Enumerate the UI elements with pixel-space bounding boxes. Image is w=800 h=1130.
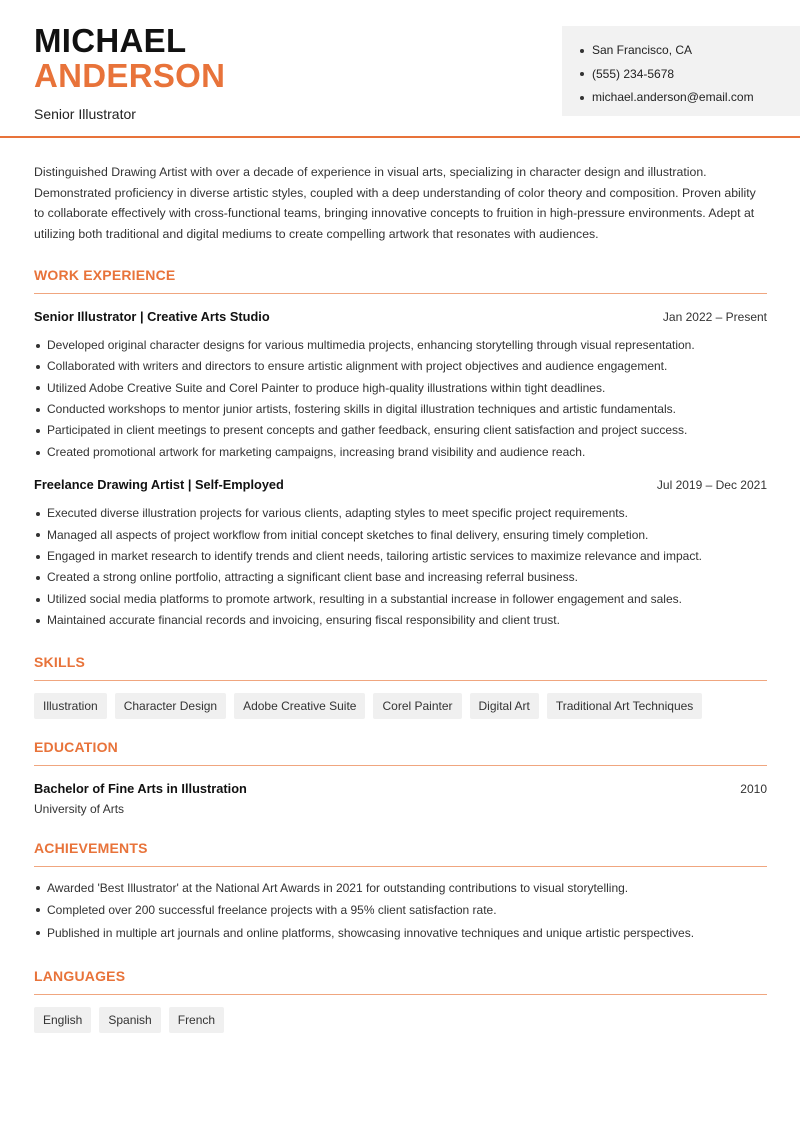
list-item-text: Utilized social media platforms to promote artwork, resulting in a substantial increase in follower engagement and sales. bbox=[47, 591, 682, 606]
job-bullets bbox=[34, 335, 767, 463]
job-header bbox=[34, 309, 767, 324]
education-section bbox=[34, 739, 767, 816]
bullet-icon bbox=[36, 619, 40, 623]
job-entry bbox=[34, 477, 767, 631]
resume-content bbox=[34, 162, 767, 1033]
achievements-list bbox=[34, 877, 767, 945]
list-item bbox=[34, 335, 767, 356]
list-item-text: Published in multiple art journals and online platforms, showcasing innovative techniques and unique artistic perspectives. bbox=[47, 925, 695, 940]
list-item-text: Managed all aspects of project workflow from initial concept sketches to final delivery, ensuring timely completion. bbox=[47, 527, 649, 542]
job-role: Senior Illustrator | Creative Arts Studio bbox=[34, 308, 270, 324]
skill-chip: Adobe Creative Suite bbox=[234, 693, 365, 719]
list-item bbox=[34, 442, 767, 463]
bullet-icon bbox=[36, 451, 40, 455]
bullet-icon bbox=[580, 49, 584, 53]
skills-section bbox=[34, 654, 767, 719]
languages-list bbox=[34, 1007, 767, 1033]
list-item-text: Created promotional artwork for marketing campaigns, increasing brand visibility and audience reach. bbox=[47, 444, 586, 459]
contact-phone-text: (555) 234-5678 bbox=[592, 66, 675, 81]
bullet-icon bbox=[36, 344, 40, 348]
list-item-text: Conducted workshops to mentor junior artists, fostering skills in digital illustration techniques and artistic fundamentals. bbox=[47, 402, 676, 417]
list-item bbox=[34, 610, 767, 631]
list-item bbox=[34, 877, 767, 900]
summary: Distinguished Drawing Artist with over a decade of experience in visual arts, specializing in character design and illustration. Demonstrated proficiency in diverse artistic styles, coupled with a deep understanding of color theory and composition. Proven ability to collaborate effectively with cross-functional teams, bringing innovative concepts to fruition in high-pressure environments. Adept at utilizing both traditional and digital mediums to create compelling artwork that resonates with audiences. bbox=[34, 165, 756, 242]
resume-header bbox=[0, 0, 800, 138]
bullet-icon bbox=[36, 386, 40, 390]
languages-section bbox=[34, 968, 767, 1033]
list-item-text: Maintained accurate financial records and invoicing, ensuring fiscal responsibility and client trust. bbox=[47, 613, 560, 628]
list-item bbox=[34, 356, 767, 377]
skills-list bbox=[34, 693, 767, 719]
contact-email-text: michael.anderson@email.com bbox=[592, 90, 754, 104]
bullet-icon bbox=[36, 931, 40, 935]
list-item bbox=[34, 922, 767, 945]
job-dates: Jan 2022 – Present bbox=[662, 309, 767, 324]
language-chip: French bbox=[169, 1007, 224, 1033]
section-title-languages: LANGUAGES bbox=[34, 968, 767, 995]
education-header bbox=[34, 781, 767, 796]
list-item-text: Completed over 200 successful freelance projects with a 95% client satisfaction rate. bbox=[47, 903, 497, 918]
job-entry bbox=[34, 309, 767, 463]
section-title-skills: SKILLS bbox=[34, 654, 767, 681]
education-entry bbox=[34, 781, 767, 816]
language-chip: Spanish bbox=[99, 1007, 160, 1033]
contact-box bbox=[562, 26, 800, 116]
contact-email bbox=[580, 86, 800, 110]
contact-location bbox=[580, 39, 800, 63]
section-title-work: WORK EXPERIENCE bbox=[34, 267, 767, 294]
bullet-icon bbox=[36, 555, 40, 559]
list-item bbox=[34, 378, 767, 399]
list-item-text: Awarded 'Best Illustrator' at the National Art Awards in 2021 for outstanding contributions to visual storytelling. bbox=[47, 880, 629, 895]
list-item-text: Utilized Adobe Creative Suite and Corel Painter to produce high-quality illustrations within tight deadlines. bbox=[47, 380, 606, 395]
skill-chip: Digital Art bbox=[470, 693, 539, 719]
school-name: University of Arts bbox=[34, 801, 125, 816]
degree: Bachelor of Fine Arts in Illustration bbox=[34, 780, 247, 796]
graduation-year: 2010 bbox=[740, 781, 767, 796]
list-item bbox=[34, 546, 767, 567]
list-item-text: Developed original character designs for various multimedia projects, enhancing storytelling through visual representation. bbox=[47, 337, 695, 352]
bullet-icon bbox=[36, 365, 40, 369]
skill-chip: Corel Painter bbox=[373, 693, 461, 719]
achievements-section bbox=[34, 840, 767, 945]
bullet-icon bbox=[36, 886, 40, 890]
list-item-text: Engaged in market research to identify trends and client needs, tailoring artistic services to maximize relevance and impact. bbox=[47, 549, 702, 564]
bullet-icon bbox=[36, 908, 40, 912]
job-header bbox=[34, 477, 767, 492]
list-item-text: Participated in client meetings to present concepts and gather feedback, ensuring client satisfaction and project success. bbox=[47, 423, 688, 438]
list-item bbox=[34, 399, 767, 420]
bullet-icon bbox=[36, 576, 40, 580]
job-dates: Jul 2019 – Dec 2021 bbox=[656, 478, 767, 493]
skill-chip: Character Design bbox=[115, 693, 226, 719]
list-item-text: Created a strong online portfolio, attracting a significant client base and increasing referral business. bbox=[47, 570, 578, 585]
section-title-achievements: ACHIEVEMENTS bbox=[34, 840, 767, 867]
job-bullets bbox=[34, 503, 767, 631]
bullet-icon bbox=[36, 598, 40, 602]
list-item bbox=[34, 567, 767, 588]
list-item-text: Collaborated with writers and directors to ensure artistic alignment with project objectives and audience engagement. bbox=[47, 359, 668, 374]
name-block bbox=[34, 24, 225, 122]
job-title: Senior Illustrator bbox=[34, 106, 136, 122]
list-item bbox=[34, 420, 767, 441]
list-item bbox=[34, 589, 767, 610]
work-section bbox=[34, 267, 767, 632]
list-item-text: Executed diverse illustration projects for various clients, adapting styles to meet specific project requirements. bbox=[47, 506, 628, 521]
language-chip: English bbox=[34, 1007, 91, 1033]
bullet-icon bbox=[580, 96, 584, 100]
contact-location-text: San Francisco, CA bbox=[592, 43, 693, 57]
bullet-icon bbox=[36, 533, 40, 537]
list-item bbox=[34, 899, 767, 922]
bullet-icon bbox=[580, 72, 584, 76]
list-item bbox=[34, 525, 767, 546]
first-name: MICHAEL bbox=[34, 22, 187, 59]
skill-chip: Traditional Art Techniques bbox=[547, 693, 702, 719]
contact-phone bbox=[580, 63, 800, 87]
last-name: ANDERSON bbox=[34, 57, 226, 94]
bullet-icon bbox=[36, 429, 40, 433]
list-item bbox=[34, 503, 767, 524]
section-title-education: EDUCATION bbox=[34, 739, 767, 766]
skill-chip: Illustration bbox=[34, 693, 107, 719]
bullet-icon bbox=[36, 408, 40, 412]
job-role: Freelance Drawing Artist | Self-Employed bbox=[34, 477, 284, 493]
bullet-icon bbox=[36, 512, 40, 516]
